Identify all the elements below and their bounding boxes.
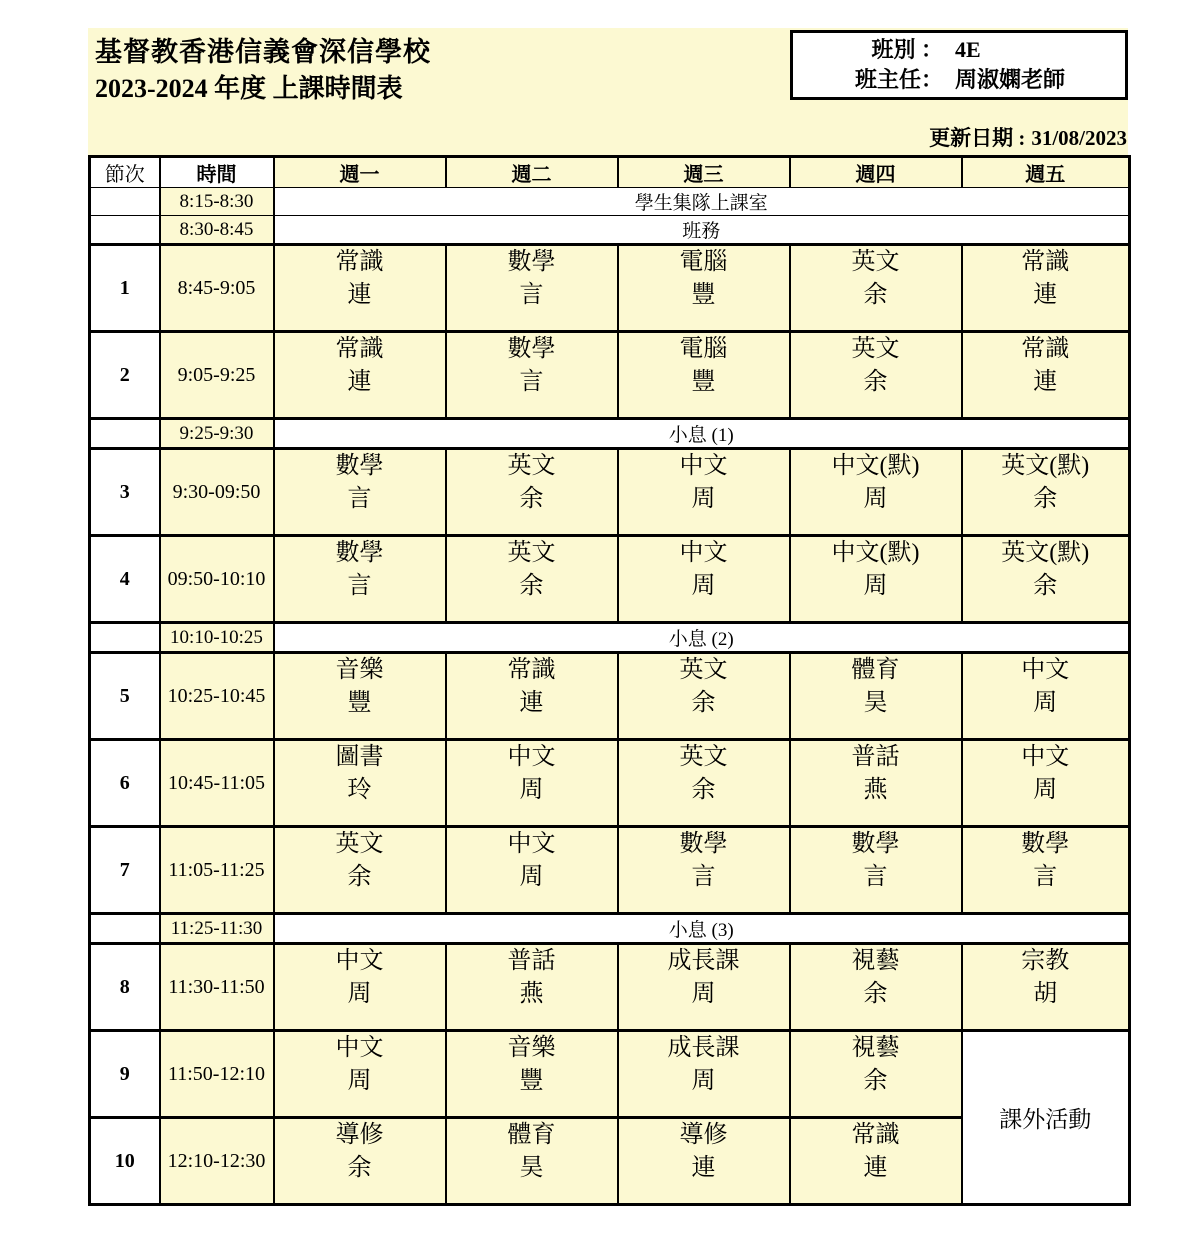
lesson-subject: 英文(默) — [1001, 540, 1090, 566]
assembly-activity: 學生集隊上課室 — [274, 188, 1130, 216]
lesson-cell — [274, 449, 446, 536]
lesson-teacher: 余 — [347, 1155, 372, 1181]
lesson-cell — [446, 1118, 618, 1205]
lesson-cell — [274, 827, 446, 914]
col-header-time: 時間 — [160, 157, 274, 188]
period-row-6 — [90, 740, 1130, 827]
lesson-cell — [962, 740, 1130, 827]
lesson-subject: 常識 — [507, 657, 556, 683]
lesson-subject: 導修 — [335, 1122, 384, 1148]
teacher-value: 周淑嫻老師 — [955, 67, 1066, 92]
lesson-cell — [962, 653, 1130, 740]
period-number-empty — [90, 188, 160, 216]
class-label: 班別 ： — [871, 37, 943, 62]
lesson-cell — [274, 332, 446, 419]
lesson-teacher: 余 — [1033, 486, 1058, 512]
lesson-teacher: 言 — [519, 369, 544, 395]
lesson-subject: 英文(默) — [1001, 453, 1090, 479]
lesson-cell — [790, 245, 962, 332]
lesson-teacher: 周 — [1033, 777, 1058, 803]
updated-date — [929, 122, 1127, 152]
lesson-cell — [962, 944, 1130, 1031]
lesson-cell — [274, 944, 446, 1031]
lesson-subject: 視藝 — [851, 1035, 900, 1061]
period-number: 9 — [90, 1031, 160, 1118]
lesson-cell — [446, 944, 618, 1031]
lesson-cell — [790, 449, 962, 536]
lesson-teacher: 連 — [347, 369, 372, 395]
lesson-cell — [618, 449, 790, 536]
lesson-cell — [446, 740, 618, 827]
lesson-teacher: 余 — [863, 369, 888, 395]
break-row-2 — [90, 623, 1130, 653]
col-header-wed: 週三 — [618, 157, 790, 188]
lesson-teacher: 余 — [863, 981, 888, 1007]
lesson-teacher: 連 — [1033, 282, 1058, 308]
lesson-subject: 數學 — [1021, 831, 1070, 857]
lesson-subject: 常識 — [1021, 336, 1070, 362]
lesson-cell — [274, 1031, 446, 1118]
time-cell: 9:25-9:30 — [160, 419, 274, 449]
lesson-subject: 音樂 — [335, 657, 384, 683]
break-label: 小息 (2) — [274, 623, 1130, 653]
lesson-teacher: 言 — [347, 486, 372, 512]
lesson-subject: 英文 — [507, 453, 556, 479]
assembly-row — [90, 188, 1130, 216]
break-label: 小息 (3) — [274, 914, 1130, 944]
school-name: 基督教香港信義會深信學校 — [95, 37, 431, 67]
lesson-teacher: 余 — [863, 282, 888, 308]
lesson-teacher: 連 — [347, 282, 372, 308]
lesson-teacher: 連 — [519, 690, 544, 716]
period-row-7 — [90, 827, 1130, 914]
break-row-3 — [90, 914, 1130, 944]
lesson-cell — [790, 332, 962, 419]
lesson-subject: 英文 — [851, 249, 900, 275]
class-row — [793, 35, 1125, 65]
lesson-cell — [618, 245, 790, 332]
lesson-teacher: 豐 — [519, 1068, 544, 1094]
lesson-teacher: 言 — [691, 864, 716, 890]
lesson-subject: 中文 — [1021, 657, 1070, 683]
lesson-teacher: 言 — [519, 282, 544, 308]
lesson-cell — [790, 944, 962, 1031]
lesson-subject: 數學 — [679, 831, 728, 857]
lesson-subject: 中文 — [507, 831, 556, 857]
lesson-teacher: 周 — [691, 981, 716, 1007]
lesson-subject: 體育 — [851, 657, 900, 683]
lesson-subject: 中文 — [507, 744, 556, 770]
lesson-teacher: 周 — [863, 573, 888, 599]
lesson-subject: 數學 — [335, 453, 384, 479]
lesson-subject: 常識 — [851, 1122, 900, 1148]
lesson-teacher: 周 — [691, 486, 716, 512]
period-number: 6 — [90, 740, 160, 827]
lesson-subject: 普話 — [851, 744, 900, 770]
lesson-subject: 數學 — [335, 540, 384, 566]
lesson-subject: 導修 — [679, 1122, 728, 1148]
period-row-2 — [90, 332, 1130, 419]
lesson-cell — [618, 827, 790, 914]
lesson-cell — [446, 536, 618, 623]
lesson-cell — [962, 449, 1130, 536]
lesson-subject: 中文(默) — [831, 540, 920, 566]
col-header-tue: 週二 — [446, 157, 618, 188]
lesson-subject: 常識 — [1021, 249, 1070, 275]
time-cell: 8:15-8:30 — [160, 188, 274, 216]
lesson-teacher: 連 — [863, 1155, 888, 1181]
lesson-teacher: 余 — [519, 573, 544, 599]
time-cell: 11:50-12:10 — [160, 1031, 274, 1118]
lesson-subject: 視藝 — [851, 948, 900, 974]
lesson-teacher: 周 — [519, 777, 544, 803]
lesson-teacher: 余 — [691, 690, 716, 716]
lesson-teacher: 言 — [863, 864, 888, 890]
lesson-cell — [274, 653, 446, 740]
lesson-subject: 英文 — [679, 657, 728, 683]
lesson-teacher: 周 — [519, 864, 544, 890]
col-header-thu: 週四 — [790, 157, 962, 188]
lesson-teacher: 周 — [691, 573, 716, 599]
lesson-cell — [618, 332, 790, 419]
period-row-8 — [90, 944, 1130, 1031]
lesson-subject: 成長課 — [667, 1035, 740, 1061]
lesson-subject: 英文 — [851, 336, 900, 362]
col-header-mon: 週一 — [274, 157, 446, 188]
lesson-subject: 數學 — [507, 336, 556, 362]
lesson-subject: 英文 — [679, 744, 728, 770]
period-number: 7 — [90, 827, 160, 914]
period-number: 8 — [90, 944, 160, 1031]
time-cell: 9:05-9:25 — [160, 332, 274, 419]
lesson-teacher: 燕 — [863, 777, 888, 803]
lesson-cell — [446, 827, 618, 914]
period-row-3 — [90, 449, 1130, 536]
period-number-empty — [90, 623, 160, 653]
lesson-teacher: 周 — [347, 981, 372, 1007]
lesson-teacher: 余 — [863, 1068, 888, 1094]
lesson-teacher: 余 — [347, 864, 372, 890]
period-number: 2 — [90, 332, 160, 419]
col-header-period: 節次 — [90, 157, 160, 188]
lesson-teacher: 言 — [1033, 864, 1058, 890]
time-cell: 8:30-8:45 — [160, 216, 274, 245]
lesson-cell — [618, 944, 790, 1031]
lesson-subject: 音樂 — [507, 1035, 556, 1061]
period-number: 1 — [90, 245, 160, 332]
lesson-subject: 電腦 — [679, 336, 728, 362]
lesson-cell — [790, 740, 962, 827]
lesson-cell — [790, 827, 962, 914]
lesson-teacher: 玲 — [347, 777, 372, 803]
lesson-teacher: 言 — [347, 573, 372, 599]
lesson-cell — [274, 1118, 446, 1205]
lesson-teacher: 豐 — [691, 369, 716, 395]
lesson-subject: 數學 — [507, 249, 556, 275]
lesson-cell — [274, 740, 446, 827]
time-cell: 11:25-11:30 — [160, 914, 274, 944]
lesson-cell — [618, 653, 790, 740]
lesson-subject: 中文 — [1021, 744, 1070, 770]
break-row-1 — [90, 419, 1130, 449]
lesson-cell — [446, 245, 618, 332]
period-number: 5 — [90, 653, 160, 740]
period-row-4 — [90, 536, 1130, 623]
lesson-subject: 英文 — [335, 831, 384, 857]
time-cell: 11:05-11:25 — [160, 827, 274, 914]
lesson-cell — [618, 1118, 790, 1205]
lesson-subject: 英文 — [507, 540, 556, 566]
lesson-teacher: 周 — [1033, 690, 1058, 716]
break-label: 小息 (1) — [274, 419, 1130, 449]
lesson-cell — [790, 536, 962, 623]
lesson-cell — [618, 1031, 790, 1118]
lesson-subject: 體育 — [507, 1122, 556, 1148]
time-cell: 09:50-10:10 — [160, 536, 274, 623]
lesson-cell — [962, 827, 1130, 914]
header-band — [88, 28, 1128, 155]
lesson-cell — [618, 536, 790, 623]
lesson-teacher: 連 — [1033, 369, 1058, 395]
lesson-teacher: 周 — [691, 1068, 716, 1094]
class-info-box — [790, 30, 1128, 100]
lesson-subject: 宗教 — [1021, 948, 1070, 974]
updated-value: 31/08/2023 — [1031, 126, 1127, 150]
lesson-subject: 中文 — [335, 948, 384, 974]
lesson-cell — [446, 1031, 618, 1118]
lesson-teacher: 周 — [863, 486, 888, 512]
lesson-teacher: 胡 — [1033, 981, 1058, 1007]
col-header-fri: 週五 — [962, 157, 1130, 188]
timetable — [88, 155, 1131, 1206]
teacher-label: 班主任： — [854, 67, 943, 92]
lesson-cell — [446, 449, 618, 536]
lesson-cell — [274, 536, 446, 623]
lesson-cell — [962, 536, 1130, 623]
updated-label: 更新日期 : — [929, 126, 1026, 150]
period-row-1 — [90, 245, 1130, 332]
period-number: 4 — [90, 536, 160, 623]
lesson-teacher: 昊 — [863, 690, 888, 716]
period-number-empty — [90, 914, 160, 944]
lesson-cell — [446, 653, 618, 740]
lesson-teacher: 昊 — [519, 1155, 544, 1181]
lesson-cell — [790, 1118, 962, 1205]
period-number-empty — [90, 216, 160, 245]
lesson-teacher: 余 — [519, 486, 544, 512]
lesson-subject: 中文 — [335, 1035, 384, 1061]
extracurricular-cell: 課外活動 — [962, 1031, 1130, 1205]
time-cell: 10:10-10:25 — [160, 623, 274, 653]
period-number-empty — [90, 419, 160, 449]
time-cell: 8:45-9:05 — [160, 245, 274, 332]
doc-title: 2023-2024 年度 上課時間表 — [95, 74, 403, 103]
lesson-subject: 常識 — [335, 336, 384, 362]
header-row — [90, 157, 1130, 188]
time-cell: 10:45-11:05 — [160, 740, 274, 827]
lesson-subject: 常識 — [335, 249, 384, 275]
lesson-cell — [790, 653, 962, 740]
lesson-subject: 中文(默) — [831, 453, 920, 479]
lesson-subject: 中文 — [679, 540, 728, 566]
lesson-cell — [274, 245, 446, 332]
time-cell: 10:25-10:45 — [160, 653, 274, 740]
period-row-5 — [90, 653, 1130, 740]
lesson-teacher: 豐 — [347, 690, 372, 716]
lesson-subject: 電腦 — [679, 249, 728, 275]
lesson-teacher: 余 — [691, 777, 716, 803]
lesson-cell — [790, 1031, 962, 1118]
teacher-row — [793, 65, 1125, 95]
period-number: 3 — [90, 449, 160, 536]
lesson-cell — [962, 332, 1130, 419]
period-number: 10 — [90, 1118, 160, 1205]
lesson-cell — [618, 740, 790, 827]
lesson-teacher: 余 — [1033, 573, 1058, 599]
lesson-cell — [446, 332, 618, 419]
class-value: 4E — [955, 37, 981, 62]
lesson-teacher: 周 — [347, 1068, 372, 1094]
lesson-subject: 中文 — [679, 453, 728, 479]
lesson-teacher: 燕 — [519, 981, 544, 1007]
assembly-row — [90, 216, 1130, 245]
time-cell: 11:30-11:50 — [160, 944, 274, 1031]
time-cell: 9:30-09:50 — [160, 449, 274, 536]
assembly-activity: 班務 — [274, 216, 1130, 245]
lesson-teacher: 連 — [691, 1155, 716, 1181]
lesson-cell — [962, 245, 1130, 332]
lesson-subject: 數學 — [851, 831, 900, 857]
lesson-subject: 成長課 — [667, 948, 740, 974]
time-cell: 12:10-12:30 — [160, 1118, 274, 1205]
lesson-subject: 圖書 — [335, 744, 384, 770]
period-row-9 — [90, 1031, 1130, 1118]
lesson-teacher: 豐 — [691, 282, 716, 308]
lesson-subject: 普話 — [507, 948, 556, 974]
